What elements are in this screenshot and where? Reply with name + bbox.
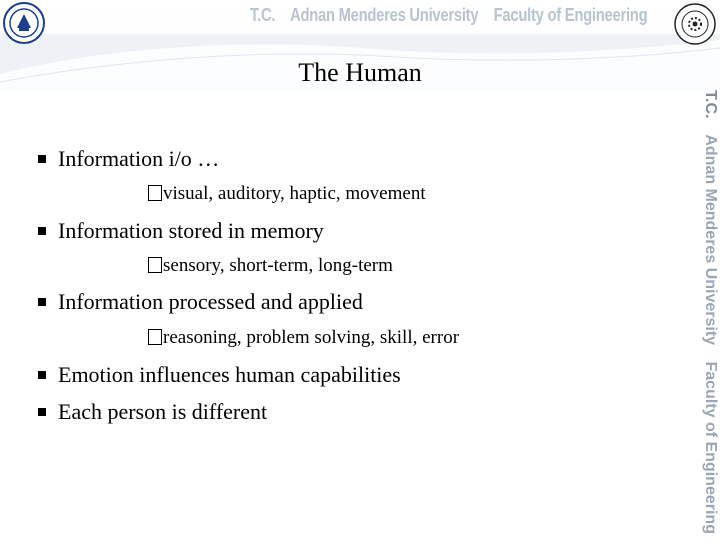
bullet-item	[38, 217, 324, 245]
bullet-text: Information i/o …	[58, 146, 220, 171]
sub-bullet-item	[148, 326, 459, 350]
square-bullet-icon	[38, 155, 46, 163]
header-faculty-name: Faculty of Engineering	[493, 5, 648, 25]
bullet-text: Information stored in memory	[58, 218, 324, 243]
missing-glyph-icon	[148, 185, 162, 201]
side-banner	[700, 90, 720, 534]
university-seal-icon	[3, 2, 45, 44]
bullet-item	[38, 398, 267, 426]
sub-bullet-text: sensory, short-term, long-term	[163, 255, 393, 276]
bullet-item	[38, 361, 401, 389]
header-university-title	[250, 5, 648, 29]
bullet-text: Information processed and applied	[58, 289, 363, 314]
sub-bullet-text: reasoning, problem solving, skill, error	[163, 327, 460, 348]
bullet-item	[38, 145, 219, 173]
bullet-text: Each person is different	[58, 399, 268, 424]
header-tc: T.C.	[250, 5, 276, 25]
header-university-name: Adnan Menderes University	[290, 5, 479, 25]
missing-glyph-icon	[148, 329, 162, 345]
sub-bullet-item	[148, 254, 393, 278]
missing-glyph-icon	[148, 257, 162, 273]
bullet-item	[38, 288, 363, 316]
square-bullet-icon	[38, 408, 46, 416]
sub-bullet-item	[148, 182, 426, 206]
square-bullet-icon	[38, 371, 46, 379]
slide-title: The Human	[298, 58, 422, 87]
bullet-text: Emotion influences human capabilities	[58, 362, 401, 387]
side-tc: T.C.	[702, 90, 719, 119]
side-faculty-name: Faculty of Engineering	[702, 361, 719, 534]
side-university-name: Adnan Menderes University	[702, 134, 719, 346]
sub-bullet-text: visual, auditory, haptic, movement	[163, 183, 426, 204]
faculty-seal-icon	[673, 2, 717, 46]
square-bullet-icon	[38, 227, 46, 235]
square-bullet-icon	[38, 298, 46, 306]
